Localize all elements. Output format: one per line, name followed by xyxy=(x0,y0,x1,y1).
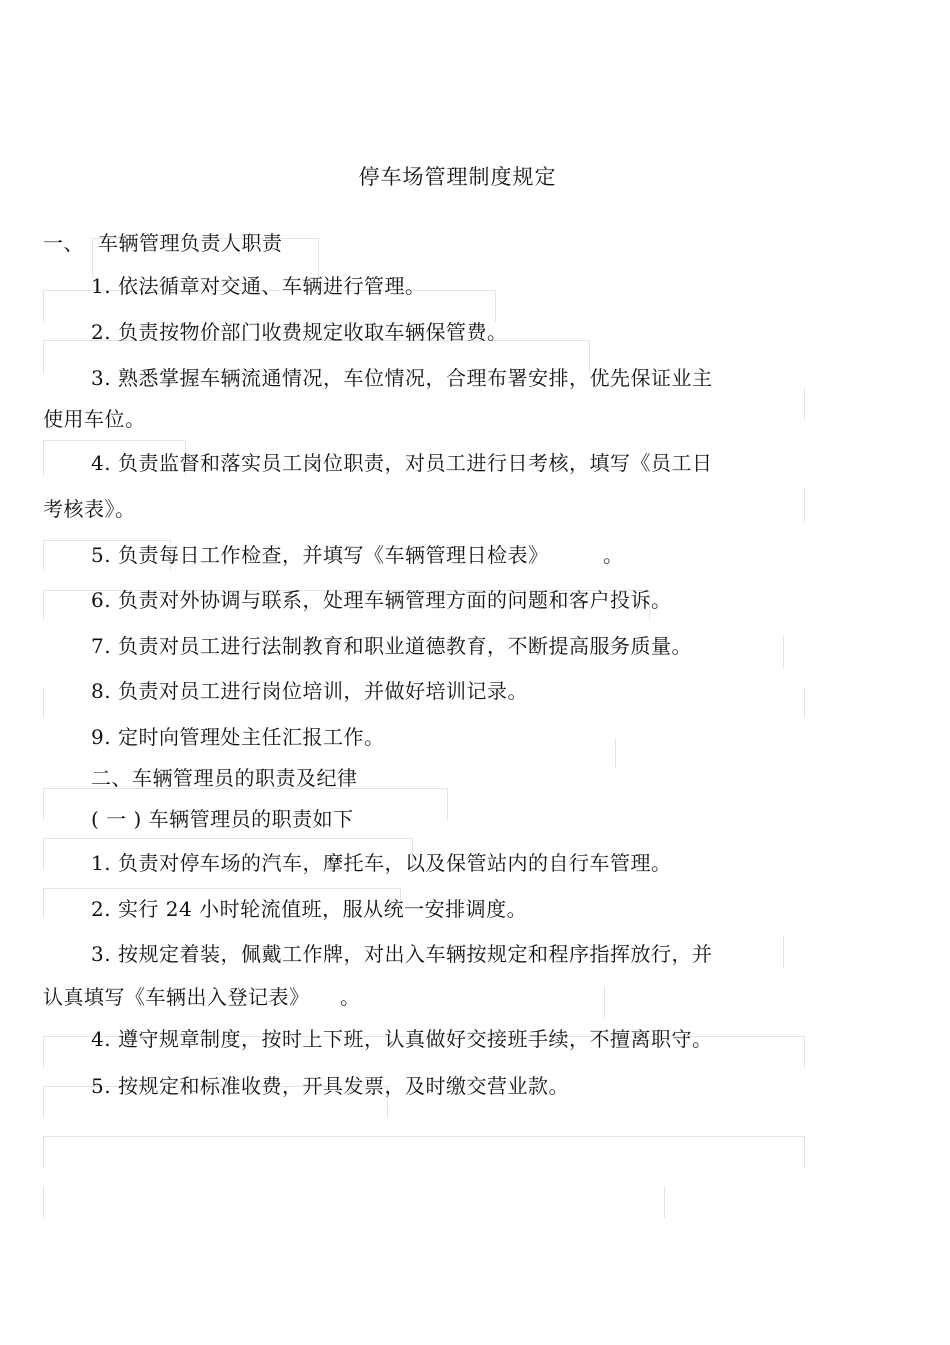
section-1-item-3-cont: 使用车位。 xyxy=(43,407,146,431)
scan-artifact-line xyxy=(43,1186,44,1218)
section-1-item-1: 1. 依法循章对交通、车辆进行管理。 xyxy=(91,274,426,298)
scan-artifact-line xyxy=(664,1186,665,1218)
scan-artifact-frame xyxy=(43,1136,805,1168)
section-2-item-3: 3. 按规定着装，佩戴工作牌，对出入车辆按规定和程序指挥放行，并 xyxy=(91,942,713,966)
section-2-heading: 二、车辆管理员的职责及纪律 xyxy=(91,766,358,790)
scan-artifact-line xyxy=(804,388,805,420)
scan-artifact-line xyxy=(783,936,784,968)
scan-artifact-line xyxy=(43,688,44,718)
document-title: 停车场管理制度规定 xyxy=(358,165,557,189)
section-1-item-5: 5. 负责每日工作检查，并填写《车辆管理日检表》 xyxy=(91,543,549,567)
section-2-subheading: ( 一 ) 车辆管理员的职责如下 xyxy=(91,807,354,831)
section-1-heading: 车辆管理负责人职责 xyxy=(98,231,283,255)
section-2-item-4: 4. 遵守规章制度，按时上下班，认真做好交接班手续，不擅离职守。 xyxy=(91,1027,713,1051)
section-2-item-3-cont: 认真填写《车辆出入登记表》 xyxy=(43,985,310,1009)
section-1-item-5-tail: 。 xyxy=(603,543,624,567)
section-2-item-1: 1. 负责对停车场的汽车，摩托车，以及保管站内的自行车管理。 xyxy=(91,851,672,875)
section-1-item-7: 7. 负责对员工进行法制教育和职业道德教育，不断提高服务质量。 xyxy=(91,634,692,658)
scan-artifact-line xyxy=(804,488,805,522)
scan-artifact-line xyxy=(783,636,784,668)
scan-artifact-line xyxy=(804,688,805,718)
section-2-item-2: 2. 实行 24 小时轮流值班，服从统一安排调度。 xyxy=(91,897,528,921)
section-2-item-5: 5. 按规定和标准收费，开具发票，及时缴交营业款。 xyxy=(91,1074,569,1098)
section-1-item-2: 2. 负责按物价部门收费规定收取车辆保管费。 xyxy=(91,320,508,344)
scan-artifact-line xyxy=(604,986,605,1018)
scan-artifact-line xyxy=(615,738,616,768)
section-1-item-4: 4. 负责监督和落实员工岗位职责，对员工进行日考核，填写《员工日 xyxy=(91,451,713,475)
section-1-item-3: 3. 熟悉掌握车辆流通情况，车位情况，合理布署安排，优先保证业主 xyxy=(91,366,713,390)
section-1-item-6: 6. 负责对外协调与联系，处理车辆管理方面的问题和客户投诉。 xyxy=(91,588,672,612)
section-1-item-9: 9. 定时向管理处主任汇报工作。 xyxy=(91,725,385,749)
section-1-item-4-cont: 考核表》。 xyxy=(43,497,136,521)
section-1-marker: 一、 xyxy=(43,231,84,255)
section-1-item-8: 8. 负责对员工进行岗位培训，并做好培训记录。 xyxy=(91,679,528,703)
section-2-item-3-tail: 。 xyxy=(340,985,361,1009)
